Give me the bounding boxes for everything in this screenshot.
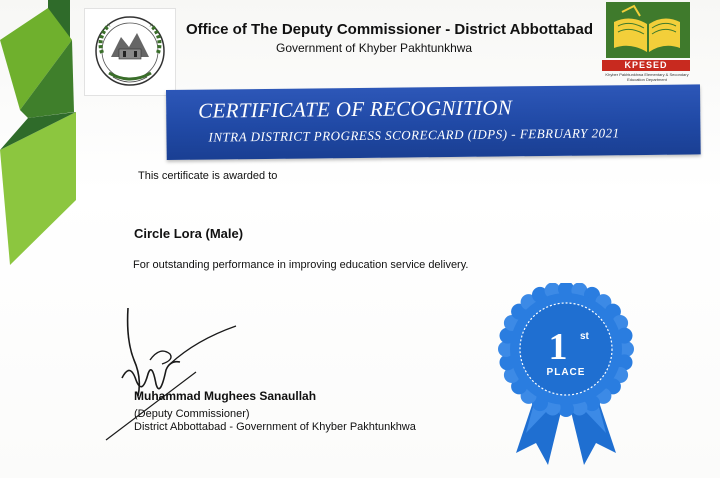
certificate-banner [166, 84, 701, 160]
signatory-name: Muhammad Mughees Sanaullah [134, 389, 317, 403]
certificate-subtitle: INTRA DISTRICT PROGRESS SCORECARD (IDPS) - FEBRUARY 2021 [208, 125, 620, 145]
rank-suffix: st [580, 331, 589, 342]
signatory-role: (Deputy Commissioner) [134, 408, 250, 420]
award-reason: For outstanding performance in improving education service delivery. [133, 259, 469, 271]
government-subtitle: Government of Khyber Pakhtunkhwa [276, 41, 473, 55]
certificate-title: CERTIFICATE OF RECOGNITION [198, 95, 513, 123]
kp-government-seal [84, 8, 176, 96]
first-place-rosette [496, 283, 636, 473]
recipient-name: Circle Lora (Male) [134, 226, 244, 241]
place-label: PLACE [546, 367, 586, 378]
awarded-to-text: This certificate is awarded to [138, 170, 278, 182]
kpesed-caption: Khyber Pakhtunkhwa Elementary & Secondary Education Department [605, 72, 689, 82]
signatory-organization: District Abbottabad - Government of Khyber Pakhtunkhwa [134, 421, 416, 433]
office-title: Office of The Deputy Commissioner - District Abbottabad [186, 21, 593, 38]
kpesed-label: KPESED [602, 60, 690, 71]
green-decoration [0, 0, 90, 270]
rank-number: 1 [548, 326, 568, 368]
